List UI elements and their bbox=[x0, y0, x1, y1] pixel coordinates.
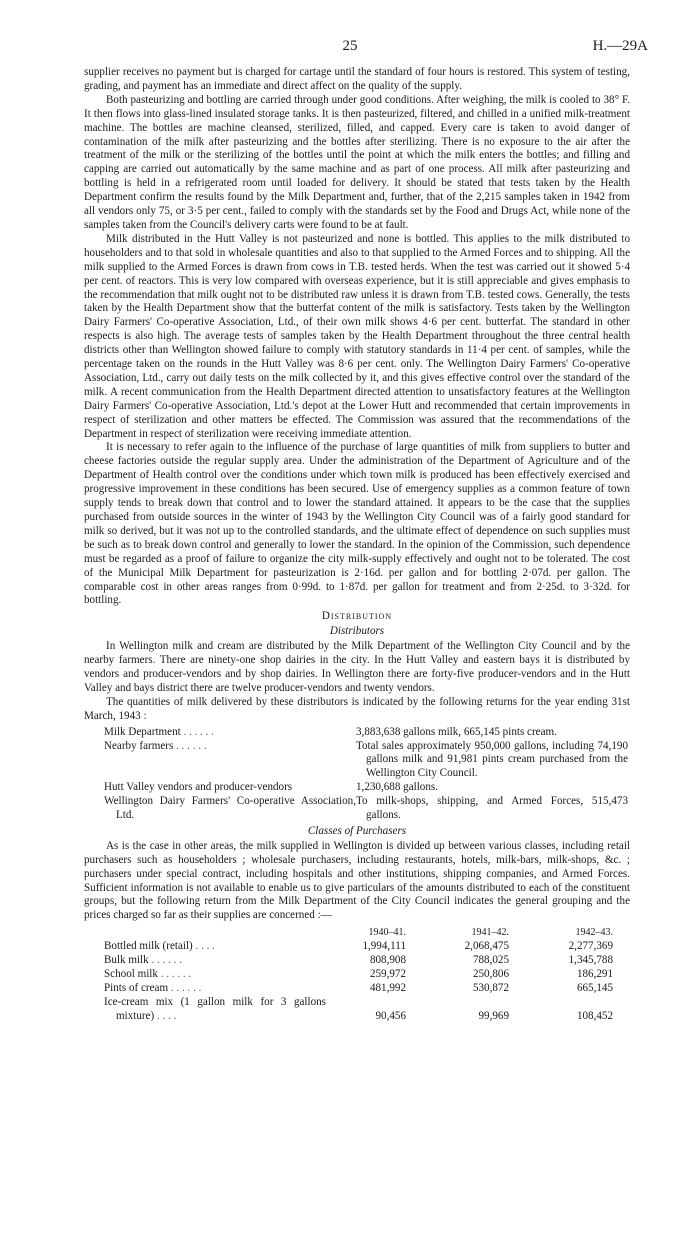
table-cell: 259,972 bbox=[369, 968, 406, 980]
distributor-name: Wellington Dairy Farmers' Co-operative Association, Ltd. bbox=[104, 795, 356, 822]
paragraph: As is the case in other areas, the milk supplied in Wellington is divided up between various classes, including retail purchasers such as householders ; wholesale purchasers, including restaurants, hotels, milk-bars, milk-shops, &c. ; purchasers under special contract, including hospitals and other institutions, shipping companies, and Armed Forces. Sufficient information is not available to enable us to give particulars of the amounts distributed to each of the constituent groups, but the following return from the Milk Department of the City Council indicates the general grouping and the prices charged so far as their supplies are concerned :— bbox=[84, 839, 630, 922]
table-row bbox=[104, 968, 630, 982]
column-header: 1942–43. bbox=[575, 927, 613, 939]
distributor-value: To milk-shops, shipping, and Armed Forces, 515,473 gallons. bbox=[356, 795, 628, 822]
subheading-distributors: Distributors bbox=[329, 625, 385, 638]
leader-dots: . . . . . . bbox=[173, 739, 207, 752]
table-cell: 788,025 bbox=[472, 954, 509, 967]
table-cell: 90,456 bbox=[375, 1009, 406, 1022]
table-cell: 2,068,475 bbox=[464, 940, 509, 953]
table-cell: 99,969 bbox=[478, 1009, 509, 1022]
distributor-value: 3,883,638 gallons milk, 665,145 pints cream. bbox=[356, 725, 557, 738]
paragraph: supplier receives no payment but is charged for cartage until the standard of four hours is restored. This system of testing, grading, and payment has an immediate and direct affect on the quality of the supply. bbox=[84, 66, 630, 92]
paragraph: The quantities of milk delivered by these distributors is indicated by the following returns for the year ending 31st March, 1943 : bbox=[84, 695, 630, 722]
section-heading-distribution: Distribution bbox=[321, 610, 393, 623]
table-cell: 1,994,111 bbox=[362, 940, 406, 953]
distributor-row bbox=[104, 726, 630, 740]
leader-dots: . . . . . . bbox=[160, 968, 192, 980]
table-cell: 186,291 bbox=[576, 968, 613, 980]
paragraph: In Wellington milk and cream are distributed by the Milk Department of the Wellington City Council and by the nearby farmers. There are ninety-one shop dairies in the city. In the Hutt Valley and eastern bays it is distributed by vendors and producer-vendors and by shop dairies. In Wellington there are forty-five producer-vendors and in the Hutt Valley and bays district there are twelve producer-vendors and twenty vendors. bbox=[84, 640, 630, 694]
table-cell: 108,452 bbox=[576, 1009, 613, 1022]
leader-dots: . . . . . . bbox=[180, 725, 214, 738]
table-cell: 250,806 bbox=[472, 968, 509, 980]
distributor-row bbox=[104, 740, 630, 782]
paragraph: It is necessary to refer again to the influence of the purchase of large quantities of milk from suppliers to butter and cheese factories outside the regular supply area. Under the administration of the Department of Agriculture and of the Department of Health control over the conditions under which town milk is produced has been effectively exercised and progressive improvement in these conditions has been secured. Use of emergency supplies as a common feature of town supply tends to break down that control and to lower the standard attained. It appears to be the case that the supplies purchased from outside sources in the winter of 1943 by the Wellington City Council was of a fairly good standard for milk so derived, but it was not up to the controlled standards, and the ultimate effect of dependence on such supplies must be such as to break down control and generally to lower the standard. In the opinion of the Commission, such dependence must be regarded as a proof of failure to organize the city milk-supply effectively and ought not to be tolerated. The cost of the Municipal Milk Department for pasteurization is 2·16d. per gallon and for bottling 2·07d. per gallon. The comparable cost in other areas ranges from 0·99d. to 1·87d. per gallon for treatment and from 2·25d. to 3·32d. for bottling. bbox=[84, 441, 630, 607]
distributor-name: Hutt Valley vendors and producer-vendors bbox=[104, 781, 293, 794]
subheading-classes-of-purchasers: Classes of Purchasers bbox=[307, 824, 407, 837]
row-label: Ice-cream mix (1 gallon milk for 3 gallons mixture) bbox=[104, 995, 326, 1022]
distributor-value: 1,230,688 gallons. bbox=[356, 781, 438, 794]
leader-dots: . . . . . . bbox=[151, 954, 182, 967]
table-row bbox=[104, 940, 630, 954]
table-row bbox=[104, 996, 630, 1024]
distributor-row bbox=[104, 795, 630, 823]
purchasers-table bbox=[104, 926, 630, 1023]
distributor-name: Milk Department bbox=[104, 725, 181, 738]
column-header: 1941–42. bbox=[471, 927, 509, 939]
row-label: School milk bbox=[104, 968, 158, 980]
paragraph: Milk distributed in the Hutt Valley is not pasteurized and none is bottled. This applies to the milk distributed to householders and to that sold in wholesale quantities and also to that supplied to the Armed Forces and to shipping. All the milk supplied to the Armed Forces is drawn from cows in T.B. tested herds. When the test was carried out it showed 5·4 per cent. of reactors. This is very low compared with overseas experience, but it is still appreciable and gives emphasis to the recommendation that milk ought not to be distributed raw unless it is drawn from T.B. tested cows. Generally, the tests taken by the Health Department show that the butterfat content of the milk is satisfactory. Tests taken by the Wellington Dairy Farmers' Co-operative Association, Ltd., of their own milk shows 4·6 per cent. butterfat. The standard in other respects is also high. The average tests of samples taken by the Health Department throughout the three central health districts other than Wellington showed failure to comply with statutory standards in 11·4 per cent. of samples, while the percentage taken on the rounds in the Hutt Valley was 8·6 per cent. only. The Wellington Dairy Farmers' Co-operative Association, Ltd., carry out daily tests on the milk collected by it, and this gives effective control over the standard of the milk. A recent communication from the Health Department directed attention to unsatisfactory features at the Wellington Dairy Farmers' Co-operative Association, Ltd.'s depot at the Lower Hutt and recommended that certain improvements in respect of sterilization and other matters be effected. The Commission was assured that the recommendations of the Department in respect of sterilization were receiving immediate attention. bbox=[84, 232, 630, 440]
distributor-value: Total sales approximately 950,000 gallons, including 74,190 gallons milk and 91,981 pints cream purchased from the Wellington City Council. bbox=[356, 739, 628, 780]
document-reference: H.—29A bbox=[592, 38, 648, 54]
row-label: Bottled milk (retail) bbox=[104, 940, 193, 953]
page-number: 25 bbox=[342, 38, 358, 54]
table-cell: 481,992 bbox=[369, 981, 406, 994]
table-cell: 1,345,788 bbox=[568, 954, 613, 967]
row-label: Pints of cream bbox=[104, 981, 169, 994]
table-cell: 2,277,369 bbox=[568, 940, 613, 953]
table-cell: 530,872 bbox=[472, 981, 509, 994]
row-label: Bulk milk bbox=[104, 954, 149, 967]
table-row bbox=[104, 982, 630, 996]
document-body bbox=[84, 66, 630, 1024]
table-cell: 808,908 bbox=[369, 954, 406, 967]
column-header: 1940–41. bbox=[368, 927, 406, 939]
distributor-row bbox=[104, 781, 630, 795]
table-header-row bbox=[104, 926, 630, 940]
table-row bbox=[104, 954, 630, 968]
distributors-list bbox=[104, 726, 630, 823]
leader-dots: . . . . bbox=[156, 1009, 177, 1022]
leader-dots: . . . . bbox=[195, 940, 215, 953]
table-cell: 665,145 bbox=[576, 981, 613, 994]
distributor-name: Nearby farmers bbox=[104, 739, 174, 752]
paragraph: Both pasteurizing and bottling are carried through under good conditions. After weighing, the milk is cooled to 38° F. It then flows into glass-lined insulated storage tanks. It is then pasteurized, filtered, and chilled in a unified milk-treatment machine. The bottles are machine cleansed, sterilized, filled, and capped. Every care is taken to avoid danger of contamination of the milk after pasteurizing and the bottles after sterilizing. There is no exposure to the air after the treatment of the milk or the sterilizing of the bottles until the point at which the milk enters the bottles; and filling and capping are carried out automatically by the same machine and as part of one process. All milk after pasteurizing and bottling is held in a refrigerated room until loaded for delivery. It should be stated that tests taken by the Health Department confirm the results found by the Milk Department and, further, that of the 2,215 samples taken in 1942 from all vendors only 75, or 3·5 per cent., failed to comply with the standards set by the Food and Drugs Act, while none of the samples taken from the Council's delivery carts were found to be at fault. bbox=[84, 93, 630, 231]
leader-dots: . . . . . . bbox=[170, 981, 202, 994]
